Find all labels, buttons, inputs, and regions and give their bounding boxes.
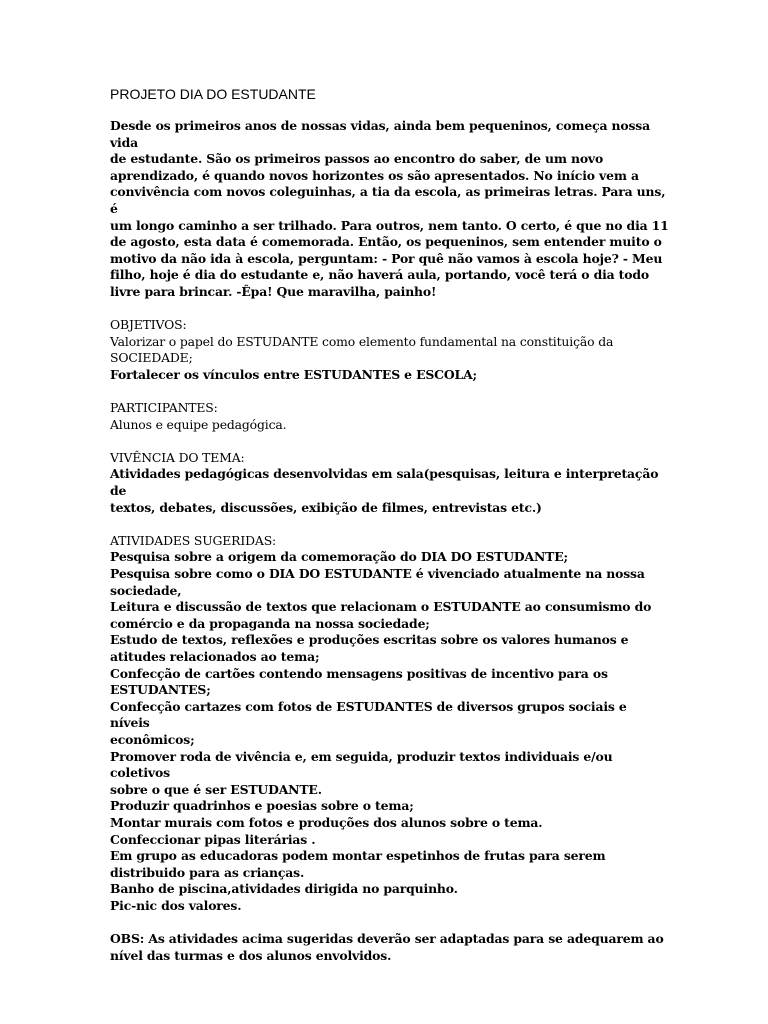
atividades-line: Promover roda de vivência e, em seguida, produzir textos individuais e/ou coletivos	[110, 748, 613, 781]
atividades-line: Confeccionar pipas literárias .	[110, 831, 316, 847]
atividades-line: distribuido para as crianças.	[110, 864, 305, 880]
atividades-section	[110, 533, 670, 915]
obs-line: OBS: As atividades acima sugeridas deverão ser adaptadas para se adequarem ao	[110, 931, 664, 947]
atividades-line: Montar murais com fotos e produções dos alunos sobre o tema.	[110, 814, 543, 830]
atividades-line: Produzir quadrinhos e poesias sobre o tema;	[110, 798, 414, 814]
obs-line: nível das turmas e dos alunos envolvidos.	[110, 947, 392, 963]
document-body	[110, 86, 670, 964]
atividades-line: sobre o que é ser ESTUDANTE.	[110, 781, 322, 797]
atividades-line: Estudo de textos, reflexões e produções escritas sobre os valores humanos e	[110, 632, 629, 648]
atividades-line: comércio e da propaganda na nossa sociedade;	[110, 615, 430, 631]
objetivos-line: SOCIEDADE;	[110, 350, 193, 366]
vivencia-section	[110, 450, 670, 516]
atividades-line: atitudes relacionados ao tema;	[110, 649, 320, 664]
atividades-line: Banho de piscina,atividades dirigida no parquinho.	[110, 881, 458, 897]
atividades-line: Em grupo as educadoras podem montar espetinhos de frutas para serem	[110, 848, 606, 864]
atividades-heading: ATIVIDADES SUGERIDAS:	[110, 532, 277, 548]
intro-line: livre para brincar. -Êpa! Que maravilha, painho!	[110, 283, 437, 299]
intro-paragraph	[110, 118, 670, 301]
atividades-line: Leitura e discussão de textos que relacionam o ESTUDANTE ao consumismo do	[110, 599, 652, 615]
vivencia-line: textos, debates, discussões, exibição de filmes, entrevistas etc.)	[110, 499, 542, 515]
atividades-line: ESTUDANTES;	[110, 682, 211, 698]
intro-line: de agosto, esta data é comemorada. Então, os pequeninos, sem entender muito o	[110, 234, 662, 250]
intro-line: filho, hoje é dia do estudante e, não haverá aula, portando, você terá o dia todo	[110, 267, 649, 283]
atividades-line: sociedade,	[110, 582, 182, 598]
obs-section	[110, 931, 670, 964]
intro-line: de estudante. São os primeiros passos ao encontro do saber, de um novo	[110, 151, 604, 167]
objetivos-line: Fortalecer os vínculos entre ESTUDANTES e ESCOLA;	[110, 366, 477, 382]
participantes-section	[110, 400, 670, 433]
intro-line: aprendizado, é quando novos horizontes os são apresentados. No início vem a	[110, 167, 639, 183]
vivencia-heading: VIVÊNCIA DO TEMA:	[110, 449, 245, 465]
vivencia-line: Atividades pedagógicas desenvolvidas em sala(pesquisas, leitura e interpretação de	[110, 466, 659, 499]
objetivos-heading: OBJETIVOS:	[110, 317, 187, 333]
intro-line: um longo caminho a ser trilhado. Para outros, nem tanto. O certo, é que no dia 11	[110, 217, 669, 233]
atividades-line: Pesquisa sobre como o DIA DO ESTUDANTE é vivenciado atualmente na nossa	[110, 566, 645, 582]
intro-line: convivência com novos coleguinhas, a tia da escola, as primeiras letras. Para uns, é	[110, 184, 666, 216]
atividades-line: Confecção de cartões contendo mensagens positivas de incentivo para os	[110, 665, 608, 681]
document-title: PROJETO DIA DO ESTUDANTE	[110, 86, 316, 102]
participantes-line: Alunos e equipe pedagógica.	[110, 416, 287, 432]
objetivos-section	[110, 317, 670, 383]
intro-line: Desde os primeiros anos de nossas vidas, ainda bem pequeninos, começa nossa vida	[110, 118, 651, 150]
objetivos-line: Valorizar o papel do ESTUDANTE como elemento fundamental na constituição da	[110, 333, 614, 349]
participantes-heading: PARTICIPANTES:	[110, 400, 218, 416]
intro-line: motivo da não ida à escola, perguntam: - Por quê não vamos à escola hoje? - Meu	[110, 250, 663, 266]
atividades-line: econômicos;	[110, 731, 195, 747]
atividades-line: Confecção cartazes com fotos de ESTUDANTES de diversos grupos sociais e níveis	[110, 698, 627, 731]
atividades-line: Pic-nic dos valores.	[110, 897, 242, 913]
atividades-line: Pesquisa sobre a origem da comemoração do DIA DO ESTUDANTE;	[110, 549, 568, 565]
